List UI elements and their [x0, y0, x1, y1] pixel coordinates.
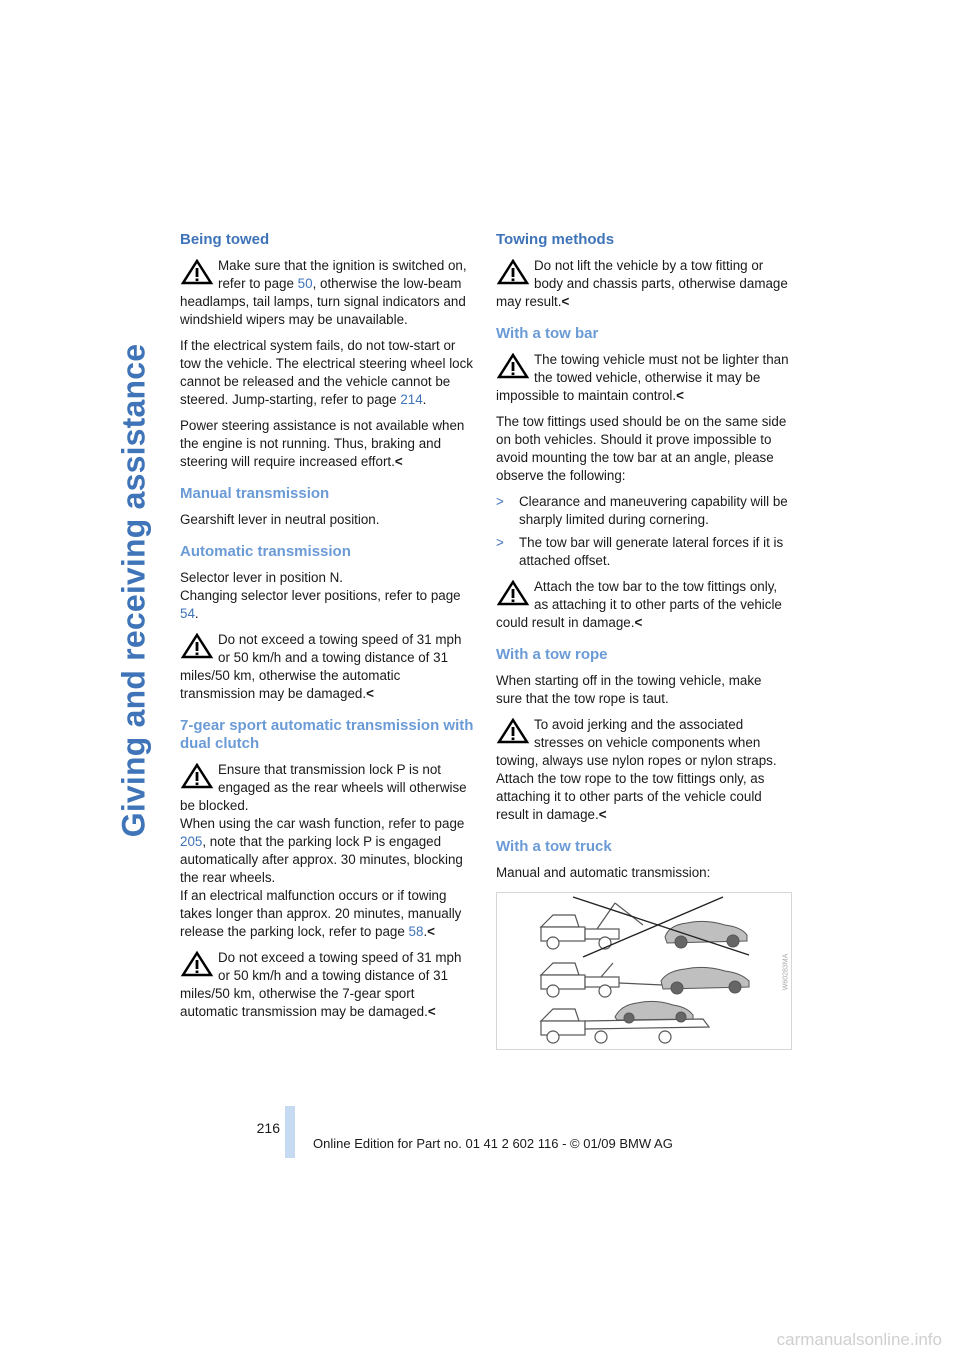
warning-triangle-icon: [496, 353, 530, 379]
side-section-title: [112, 230, 156, 950]
end-mark: <: [634, 615, 643, 630]
warning-text: To avoid jerking and the associated stresses on vehicle components when towing, always use nylon ropes or nylon straps. Attach the tow rope to the tow fittings only, as attaching it to other parts of the vehicle could result in damage.: [496, 717, 777, 822]
end-mark: <: [427, 1004, 436, 1019]
heading-towing-methods: Towing methods: [496, 231, 615, 248]
page-link[interactable]: 205: [180, 834, 203, 849]
end-mark: <: [366, 686, 374, 701]
page-link[interactable]: 54: [180, 606, 195, 621]
warning-block: [180, 761, 474, 815]
carried-car: [615, 1001, 693, 1023]
paragraph: The tow fittings used should be on the same side on both vehicles. Should it prove impossible to avoid mounting the tow bar at an angle, please observe the following:: [496, 414, 787, 483]
paragraph: Power steering assistance is not available when the engine is not running. Thus, braking and steering will require increased effort.<: [180, 418, 465, 469]
warning-triangle-icon: [180, 633, 214, 659]
end-mark: <: [394, 454, 403, 469]
towing-illustration: [496, 892, 792, 1050]
paragraph: Manual and automatic transmission:: [496, 865, 711, 880]
heading-tow-rope: With a tow rope: [496, 646, 608, 663]
heading-automatic-transmission: Automatic transmission: [180, 543, 351, 560]
page-number: 216: [256, 1120, 280, 1136]
warning-block: [496, 578, 791, 632]
footer-edition-text: Online Edition for Part no. 01 41 2 602 116 - © 01/09 BMW AG: [313, 1136, 673, 1151]
warning-block: [496, 716, 791, 824]
warning-triangle-icon: [180, 951, 214, 977]
paragraph: Changing selector lever positions, refer to page 54.: [180, 588, 461, 621]
warning-block: [180, 631, 474, 703]
paragraph: Selector lever in position N.: [180, 570, 343, 585]
heading-sport-automatic: 7-gear sport automatic transmission with dual clutch: [180, 717, 474, 752]
tow-truck-wheel-lift: [541, 963, 663, 997]
warning-triangle-icon: [496, 259, 530, 285]
towed-car-2: [661, 967, 749, 994]
page-link[interactable]: 50: [297, 276, 313, 291]
warning-text: Do not exceed a towing speed of 31 mph or 50 km/h and a towing distance of 31 miles/50 km, otherwise the 7-gear sport automatic transmission may be damaged.: [180, 950, 462, 1019]
paragraph: If an electrical malfunction occurs or if towing takes longer than approx. 20 minutes, manually release the parking lock, refer to page 58.<: [180, 888, 462, 939]
left-column: [180, 230, 474, 1029]
warning-text: Ensure that transmission lock P is not engaged as the rear wheels will otherwise be blocked.: [180, 762, 467, 813]
end-mark: <: [561, 294, 570, 309]
page-link[interactable]: 214: [400, 392, 423, 407]
towed-car-1: [665, 921, 747, 948]
side-title-text: Giving and receiving assistance: [115, 343, 152, 837]
tow-truck-illustration: [497, 893, 791, 1049]
end-mark: <: [676, 388, 684, 403]
paragraph: When starting off in the towing vehicle, make sure that the tow rope is taut.: [496, 673, 762, 706]
warning-text: Do not exceed a towing speed of 31 mph or 50 km/h and a towing distance of 31 miles/50 km, otherwise the automatic transmission may be damaged.: [180, 632, 462, 701]
warning-block: [180, 949, 474, 1021]
end-mark: <: [598, 807, 607, 822]
page-link[interactable]: 58: [408, 924, 424, 939]
paragraph: If the electrical system fails, do not tow-start or tow the vehicle. The electrical steering wheel lock cannot be released and the vehicle cannot be steered. Jump-starting, refer to page 214.: [180, 338, 474, 407]
footer-accent-bar: [285, 1106, 295, 1158]
bullet-list: [496, 493, 791, 570]
heading-tow-bar: With a tow bar: [496, 325, 599, 342]
warning-text: , otherwise the low-beam headlamps, tail lamps, turn signal indicators and windshield wipers may be unavailable.: [180, 276, 466, 327]
list-item: > Clearance and maneuvering capability will be sharply limited during cornering.: [496, 494, 788, 527]
warning-triangle-icon: [180, 259, 214, 285]
paragraph: When using the car wash function, refer to page 205, note that the parking lock P is engaged automatically after approx. 30 minutes, blocking the rear wheels.: [180, 816, 465, 885]
bullet-marker: >: [496, 494, 504, 509]
heading-tow-truck: With a tow truck: [496, 838, 612, 855]
figure-code: W60283MA: [782, 953, 790, 991]
warning-text: Attach the tow bar to the tow fittings only, as attaching it to other parts of the vehicle could result in damage.: [496, 579, 782, 630]
warning-text: Make sure that the ignition is switched on, refer to page: [218, 258, 467, 291]
warning-block: [496, 351, 791, 405]
tow-truck-crane: [541, 903, 643, 949]
site-watermark: carmanualsonline.info: [776, 1330, 942, 1349]
warning-block: [496, 257, 791, 311]
warning-block: [180, 257, 474, 329]
bullet-marker: >: [496, 535, 504, 550]
heading-being-towed: Being towed: [180, 231, 270, 248]
warning-triangle-icon: [496, 718, 530, 744]
warning-text: Do not lift the vehicle by a tow fitting or body and chassis parts, otherwise damage may result.: [496, 258, 788, 309]
end-mark: <: [427, 924, 435, 939]
warning-text: The towing vehicle must not be lighter than the towed vehicle, otherwise it may be impossible to maintain control.: [496, 352, 789, 403]
warning-triangle-icon: [180, 763, 214, 789]
heading-manual-transmission: Manual transmission: [180, 485, 330, 502]
paragraph: Gearshift lever in neutral position.: [180, 512, 380, 527]
right-column: [496, 230, 791, 1050]
list-item: > The tow bar will generate lateral forces if it is attached offset.: [496, 535, 784, 568]
warning-triangle-icon: [496, 580, 530, 606]
